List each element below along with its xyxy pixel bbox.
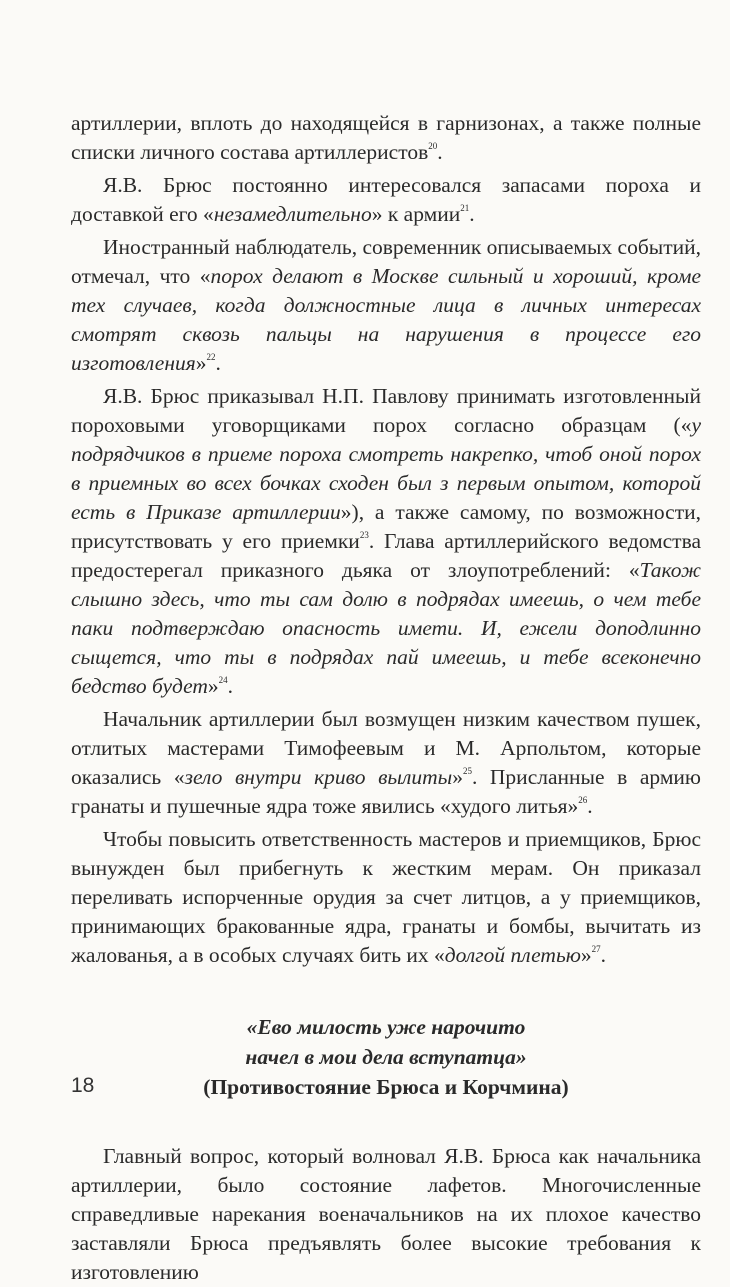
p6-text-b: »	[580, 943, 592, 967]
paragraph-7	[71, 1142, 701, 1287]
p3-text-a: Иностранный наблюдатель, современник описываемых событий, отмечал, что «	[71, 235, 702, 288]
paragraph-6	[71, 825, 701, 970]
page-number: 18	[71, 1074, 95, 1097]
p5-text-b: »	[452, 765, 463, 789]
p4-text-a: Я.В. Брюс приказывал Н.П. Павлову принимать изготовленный пороховыми уговорщиками порох согласно образцам («	[71, 384, 701, 437]
heading-line-1: «Ево милость уже нарочито	[246, 1015, 526, 1039]
paragraph-2	[71, 171, 701, 229]
p1-end: .	[437, 140, 443, 164]
p6-italic-quote: долгой плетью	[444, 943, 581, 967]
paragraph-4	[71, 382, 701, 701]
p2-text-b: » к армии	[371, 202, 461, 226]
p6-text-a: Чтобы повысить ответственность мастеров и приемщиков, Брюс вынужден был прибегнуть к жестким мерам. Он приказал переливать испорченные орудия за счет литцов, а у приемщиков, принимающих бракованные ядра, гранаты и бомбы, вычитать из жалованья, а в особых случаях бить их «	[71, 827, 701, 967]
p4-italic-quote-2: Також слышно здесь, что ты сам долю в подрядах имеешь, о чем тебе паки подтверждаю опасность имети. И, ежели доподлинно сыщется, что ты в подрядах пай имеешь, и тебе всеконечно бедство будет	[71, 558, 701, 698]
p5-italic-quote: зело внутри криво вылиты	[184, 765, 453, 789]
p4-text-b: »), а также самому, по возможности, присутствовать у его приемки	[71, 500, 701, 553]
p4-italic-quote-1: у подрядчиков в приеме пороха смотреть накрепко, чтоб оной порох в приемных во всех бочках сходен был з первым опытом, которой есть в Приказе артиллерии	[71, 413, 701, 524]
section-heading	[71, 1012, 701, 1102]
p6-end: .	[600, 943, 607, 967]
heading-line-3: (Противостояние Брюса и Корчмина)	[203, 1075, 569, 1099]
p2-text-a: Я.В. Брюс постоянно интересовался запасами пороха и доставкой его «	[71, 173, 701, 226]
footnote-ref: 25	[462, 765, 472, 776]
footnote-ref: 26	[578, 794, 588, 805]
p2-end: .	[469, 202, 475, 226]
p4-text-d: »	[207, 674, 219, 698]
paragraph-3	[71, 233, 701, 378]
p4-end: .	[227, 674, 233, 698]
footnote-ref: 22	[206, 351, 216, 362]
p5-end: .	[587, 794, 593, 818]
p5-text-a: Начальник артиллерии был возмущен низким качеством пушек, отлитых мастерами Тимофеевым и М. Арпольтом, которые оказались «	[71, 707, 701, 789]
footnote-ref: 24	[218, 674, 228, 685]
p3-end: .	[215, 351, 221, 375]
p7-text: Главный вопрос, который волновал Я.В. Брюса как начальника артиллерии, было состояние лафетов. Многочисленные справедливые нарекания военачальников на их плохое качество заставляли Брюса предъявлять более высокие требования к изготовлению	[71, 1144, 701, 1284]
page-body	[71, 109, 701, 1287]
p3-italic-quote: порох делают в Москве сильный и хороший, кроме тех случаев, когда должностные лица в личных интересах смотрят сквозь пальцы на нарушения в процессе его изготовления	[71, 264, 701, 375]
p2-italic-quote: незамедлительно	[213, 202, 372, 226]
footnote-ref: 23	[359, 529, 369, 540]
p4-text-c: . Глава артиллерийского ведомства предостерегал приказного дьяка от злоупотреблений: «	[71, 529, 701, 582]
p5-text-c: . Присланные в армию гранаты и пушечные ядра тоже явились «худого литья»	[71, 765, 701, 818]
footnote-ref: 20	[428, 140, 438, 151]
paragraph-5	[71, 705, 701, 821]
p1-text: артиллерии, вплоть до находящейся в гарнизонах, а также полные списки личного состава артиллеристов	[71, 111, 701, 164]
p3-text-b: »	[195, 351, 207, 375]
paragraph-1	[71, 109, 701, 167]
heading-line-2: начел в мои дела вступатца»	[245, 1045, 527, 1069]
footnote-ref: 21	[460, 202, 470, 213]
footnote-ref: 27	[591, 943, 601, 954]
